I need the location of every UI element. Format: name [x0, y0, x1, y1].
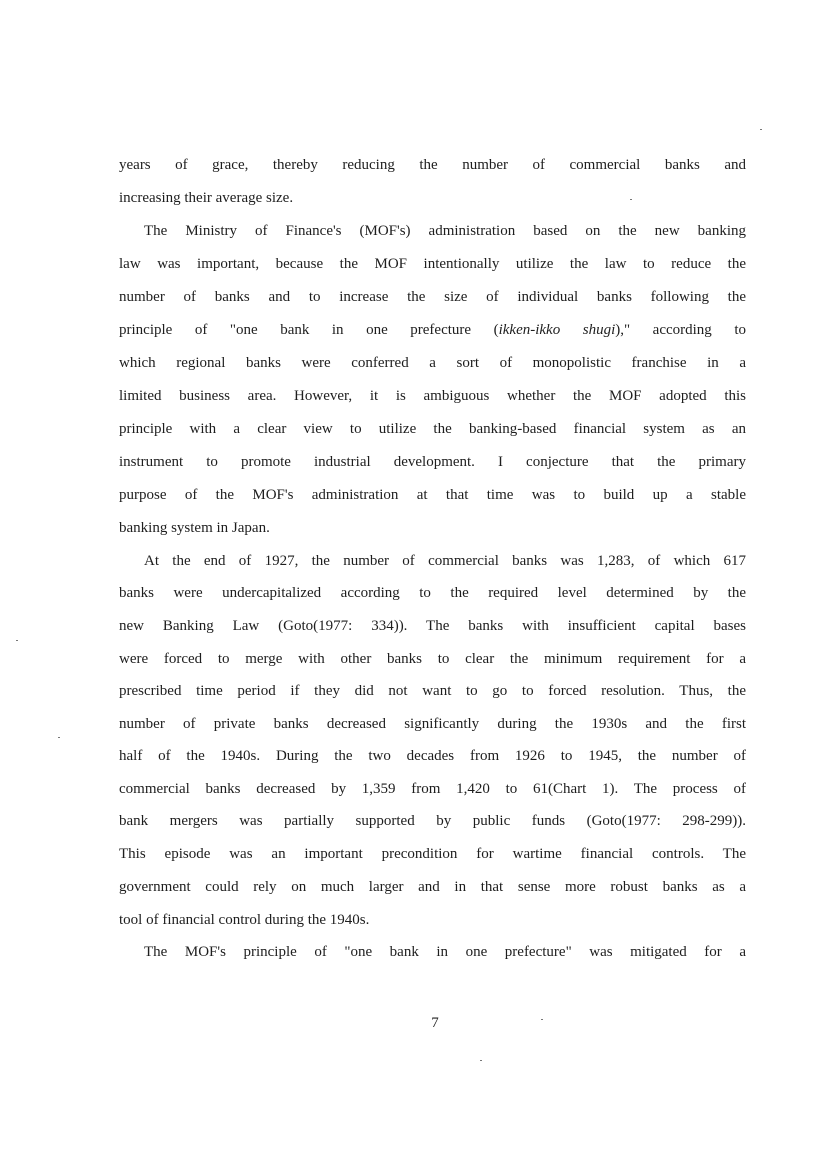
page-number: 7 — [431, 1015, 439, 1031]
text-line: commercial banks decreased by 1,359 from 1,420 to 61(Chart 1). The process of — [119, 781, 746, 797]
scan-speck — [630, 199, 632, 200]
text-line: banks were undercapitalized according to the required level determined by the — [119, 585, 746, 601]
italic-term: ikken-ikko shugi — [498, 322, 616, 338]
text-line: The Ministry of Finance's (MOF's) administration based on the new banking — [144, 223, 746, 239]
text-line: which regional banks were conferred a sort of monopolistic franchise in a — [119, 355, 746, 371]
text-line: half of the 1940s. During the two decades from 1926 to 1945, the number of — [119, 748, 746, 764]
text-line: principle of "one bank in one prefecture (ikken-ikko shugi)," according to — [119, 322, 747, 338]
scan-speck — [480, 1060, 482, 1061]
scan-speck — [760, 129, 762, 130]
text-line: instrument to promote industrial development. I conjecture that the primary — [119, 454, 746, 470]
text-line: At the end of 1927, the number of commercial banks was 1,283, of which 617 — [144, 553, 746, 569]
text-line: government could rely on much larger and in that sense more robust banks as a — [119, 879, 746, 895]
text-line: law was important, because the MOF intentionally utilize the law to reduce the — [119, 256, 746, 272]
text-line: new Banking Law (Goto(1977: 334)). The banks with insufficient capital bases — [119, 618, 746, 634]
text-line: number of private banks decreased significantly during the 1930s and the first — [119, 716, 746, 732]
scan-speck — [58, 737, 60, 738]
text-line: principle with a clear view to utilize the banking-based financial system as an — [119, 421, 746, 437]
text-line: increasing their average size. — [119, 190, 294, 206]
text-line: tool of financial control during the 1940s. — [119, 912, 370, 928]
scan-speck — [16, 640, 18, 641]
text-line: limited business area. However, it is ambiguous whether the MOF adopted this — [119, 388, 746, 404]
scan-speck — [541, 1019, 543, 1020]
text-line: The MOF's principle of "one bank in one prefecture" was mitigated for a — [144, 944, 746, 960]
text-line: were forced to merge with other banks to clear the minimum requirement for a — [119, 651, 746, 667]
text-line: This episode was an important precondition for wartime financial controls. The — [119, 846, 746, 862]
text-line: years of grace, thereby reducing the number of commercial banks and — [119, 157, 746, 173]
text-line: prescribed time period if they did not want to go to forced resolution. Thus, the — [119, 683, 746, 699]
text-line: banking system in Japan. — [119, 520, 270, 536]
text-line: number of banks and to increase the size of individual banks following the — [119, 289, 746, 305]
text-line: purpose of the MOF's administration at that time was to build up a stable — [119, 487, 746, 503]
text-line: bank mergers was partially supported by public funds (Goto(1977: 298-299)). — [119, 813, 746, 829]
